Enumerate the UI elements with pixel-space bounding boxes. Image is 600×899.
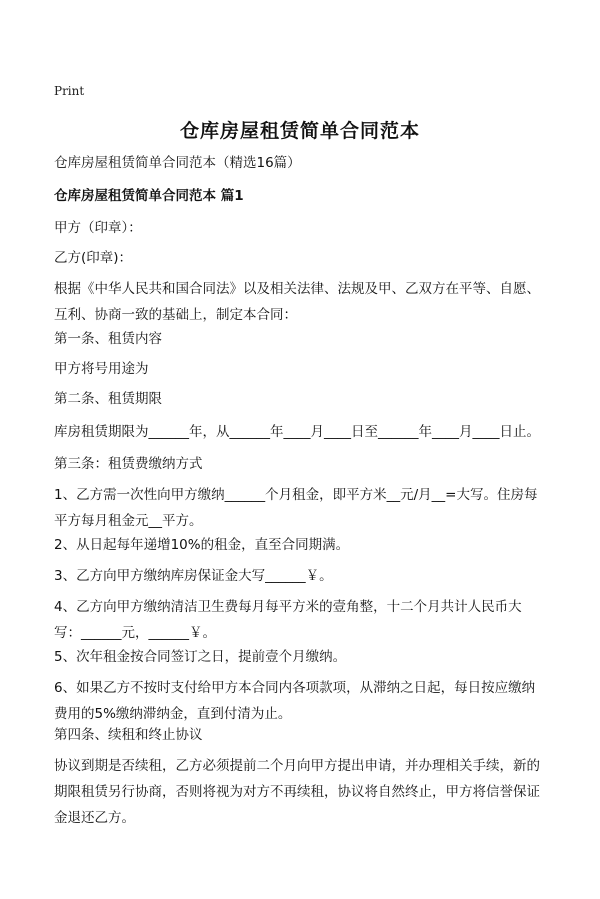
article-3-item: 1、乙方需一次性向甲方缴纳______个月租金，即平方米__元/月__=大写。住房每平方每月租金元__平方。 xyxy=(54,487,538,529)
article-3-item: 3、乙方向甲方缴纳库房保证金大写______￥。 xyxy=(54,568,333,584)
article-3-item: 2、从日起每年递增10%的租金，直至合同期满。 xyxy=(54,537,350,553)
document-title: 仓库房屋租赁简单合同范本 xyxy=(179,120,420,142)
party-b-line: 乙方(印章)： xyxy=(54,250,133,266)
article-3-item: 4、乙方向甲方缴纳清洁卫生费每月每平方米的壹角整，十二个月共计人民币大写：______元，______￥。 xyxy=(54,599,522,641)
section-heading: 仓库房屋租赁简单合同范本 篇1 xyxy=(54,188,244,204)
article-2-text: 库房租赁期限为______年，从______年____月____日至______年____月____日止。 xyxy=(54,424,540,440)
article-4-title: 第四条、续租和终止协议 xyxy=(54,727,203,743)
article-3-title: 第三条：租赁费缴纳方式 xyxy=(54,456,203,472)
article-4-text: 协议到期是否续租，乙方必须提前二个月向甲方提出申请，并办理相关手续，新的期限租赁另行协商，否则将视为对方不再续租，协议将自然终止，甲方将信誉保证金退还乙方。 xyxy=(54,758,540,826)
article-1-title: 第一条、租赁内容 xyxy=(54,331,162,347)
document-subtitle: 仓库房屋租赁简单合同范本（精选16篇） xyxy=(54,155,301,171)
article-2-title: 第二条、租赁期限 xyxy=(54,391,162,407)
party-a-line: 甲方（印章）： xyxy=(54,220,142,236)
article-3-item: 6、如果乙方不按时支付给甲方本合同内各项款项，从滞纳之日起，每日按应缴纳费用的5%缴纳滞纳金，直到付清为止。 xyxy=(54,680,536,722)
print-label[interactable]: Print xyxy=(54,84,85,98)
article-1-text: 甲方将号用途为 xyxy=(54,361,149,377)
article-3-item: 5、次年租金按合同签订之日，提前壹个月缴纳。 xyxy=(54,649,347,665)
preamble-paragraph: 根据《中华人民共和国合同法》以及相关法律、法规及甲、乙双方在平等、自愿、互利、协商一致的基础上，制定本合同： xyxy=(54,281,540,323)
